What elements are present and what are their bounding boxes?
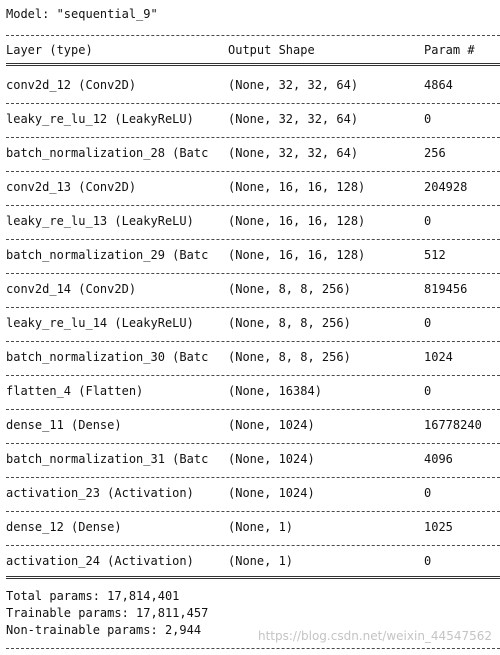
table-row [0,520,500,534]
table-row [0,180,500,194]
row-divider [6,239,500,240]
model-name-line: Model: "sequential_9" [6,7,158,21]
output-shape-cell: (None, 16384) [228,384,322,398]
param-count-cell: 204928 [424,180,468,194]
table-row [0,78,500,92]
row-divider [6,375,500,376]
output-shape-cell: (None, 1024) [228,418,315,432]
output-shape-cell: (None, 32, 32, 64) [228,112,359,126]
param-count-cell: 512 [424,248,446,262]
output-shape-cell: (None, 8, 8, 256) [228,282,351,296]
layer-name-cell: conv2d_14 (Conv2D) [6,282,137,296]
layer-name-cell: batch_normalization_30 (Batc [6,350,209,364]
output-shape-cell: (None, 8, 8, 256) [228,316,351,330]
header-bottom-double-divider [6,63,500,66]
row-divider [6,545,500,546]
header-output-shape: Output Shape [228,43,315,57]
layer-name-cell: leaky_re_lu_13 (LeakyReLU) [6,214,194,228]
param-count-cell: 0 [424,486,432,500]
table-row [0,112,500,126]
row-divider [6,273,500,274]
header-param-count: Param # [424,43,475,57]
table-row [0,554,500,568]
layer-name-cell: dense_11 (Dense) [6,418,122,432]
param-count-cell: 0 [424,214,432,228]
watermark-text: https://blog.csdn.net/weixin_44547562 [257,629,492,643]
output-shape-cell: (None, 8, 8, 256) [228,350,351,364]
output-shape-cell: (None, 1) [228,520,294,534]
table-end-double-divider [6,576,500,579]
layer-name-cell: conv2d_12 (Conv2D) [6,78,137,92]
table-header-row [0,43,500,57]
row-divider [6,409,500,410]
output-shape-cell: (None, 16, 16, 128) [228,214,366,228]
output-shape-cell: (None, 1024) [228,452,315,466]
layer-name-cell: conv2d_13 (Conv2D) [6,180,137,194]
layer-name-cell: leaky_re_lu_14 (LeakyReLU) [6,316,194,330]
non-trainable-params-line: Non-trainable params: 2,944 [6,623,202,637]
row-divider [6,205,500,206]
param-count-cell: 0 [424,554,432,568]
layer-name-cell: batch_normalization_29 (Batc [6,248,209,262]
trainable-params-line: Trainable params: 17,811,457 [6,606,209,620]
row-divider [6,103,500,104]
row-divider [6,307,500,308]
output-shape-cell: (None, 32, 32, 64) [228,146,359,160]
layer-name-cell: activation_24 (Activation) [6,554,194,568]
layer-name-cell: batch_normalization_28 (Batc [6,146,209,160]
row-divider [6,511,500,512]
param-count-cell: 0 [424,112,432,126]
row-divider [6,477,500,478]
param-count-cell: 0 [424,316,432,330]
param-count-cell: 1025 [424,520,453,534]
layer-name-cell: flatten_4 (Flatten) [6,384,144,398]
layer-name-cell: batch_normalization_31 (Batc [6,452,209,466]
layer-name-cell: activation_23 (Activation) [6,486,194,500]
row-divider [6,137,500,138]
layer-name-cell: dense_12 (Dense) [6,520,122,534]
table-row [0,384,500,398]
table-row [0,418,500,432]
output-shape-cell: (None, 1) [228,554,294,568]
table-row [0,452,500,466]
table-row [0,214,500,228]
param-count-cell: 256 [424,146,446,160]
param-count-cell: 4096 [424,452,453,466]
row-divider [6,443,500,444]
param-count-cell: 819456 [424,282,468,296]
param-count-cell: 1024 [424,350,453,364]
table-row [0,282,500,296]
total-params-line: Total params: 17,814,401 [6,589,180,603]
table-row [0,248,500,262]
param-count-cell: 4864 [424,78,453,92]
layer-name-cell: leaky_re_lu_12 (LeakyReLU) [6,112,194,126]
table-row [0,350,500,364]
output-shape-cell: (None, 16, 16, 128) [228,248,366,262]
summary-bottom-divider [6,648,500,649]
header-top-divider [6,35,500,36]
table-row [0,486,500,500]
output-shape-cell: (None, 1024) [228,486,315,500]
table-row [0,146,500,160]
header-layer-type: Layer (type) [6,43,93,57]
output-shape-cell: (None, 32, 32, 64) [228,78,359,92]
table-row [0,316,500,330]
param-count-cell: 16778240 [424,418,482,432]
param-count-cell: 0 [424,384,432,398]
output-shape-cell: (None, 16, 16, 128) [228,180,366,194]
row-divider [6,171,500,172]
row-divider [6,341,500,342]
